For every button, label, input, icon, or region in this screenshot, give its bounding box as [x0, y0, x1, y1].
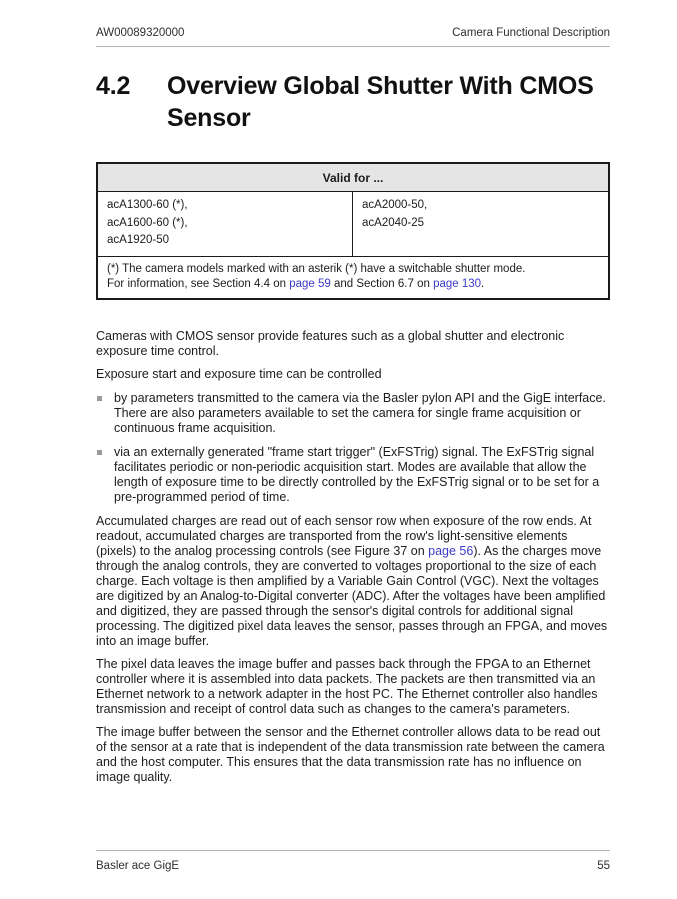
paragraph-text: Accumulated charges are read out of each sensor row when exposure of the row ends. At readout, accumulated charges are transported from the row's light-sensitive elements (pixels) to the analog processing controls (see Figure 37 on — [96, 513, 592, 558]
paragraph-readout — [96, 514, 610, 649]
table-cell-models-left — [98, 192, 353, 256]
page-56-link[interactable]: page 56 — [428, 543, 474, 558]
model-name: acA2000-50, — [362, 199, 428, 211]
header-chapter-title: Camera Functional Description — [452, 27, 610, 39]
page-59-link[interactable]: page 59 — [289, 277, 331, 290]
footnote-line-1: (*) The camera models marked with an asterik (*) have a switchable shutter mode. — [107, 262, 526, 275]
valid-for-table — [96, 162, 610, 300]
table-header-cell: Valid for ... — [98, 164, 608, 192]
paragraph-exposure-lead: Exposure start and exposure time can be controlled — [96, 366, 382, 381]
section-number: 4.2 — [96, 72, 131, 100]
bullet-square-icon — [97, 450, 102, 455]
table-cell-models-right — [353, 192, 608, 256]
list-item-text: via an externally generated "frame start trigger" (ExFSTrig) signal. The ExFSTrig signal facilitates periodic or non-periodic acquisition start. Modes are available that allow the length of exposure time to be directly controlled by the ExFSTrig signal or to be set for a pre-programmed period of time. — [114, 444, 600, 504]
model-name: acA1300-60 (*), — [107, 199, 188, 211]
table-body-row — [98, 192, 608, 256]
bullet-square-icon — [97, 396, 102, 401]
paragraph-text: ). As the charges move through the analog controls, they are converted to voltages proportional to the size of each charge. Each voltage is then amplified by a Variable Gain Control (VGC). Next the voltages are digitized by an Analog-to-Digital converter (ADC). After the voltages have been amplified and digitized, they are passed through the sensor's digital controls for additional signal processing. The digitized pixel data leaves the sensor, passes through an FPGA, and moves into an image buffer. — [96, 543, 608, 648]
model-name: acA1920-50 — [107, 234, 170, 246]
page-130-link[interactable]: page 130 — [433, 277, 482, 290]
footer-page-number: 55 — [597, 860, 610, 872]
exposure-control-list — [96, 391, 610, 505]
doc-number: AW00089320000 — [96, 27, 185, 39]
list-item — [96, 391, 610, 436]
body-copy — [96, 329, 610, 785]
model-name: acA1600-60 (*), — [107, 216, 188, 229]
model-name: acA2040-25 — [362, 216, 425, 229]
paragraph-intro: Cameras with CMOS sensor provide features such as a global shutter and electronic exposure time control. — [96, 328, 565, 358]
footnote-line-2 — [107, 277, 599, 292]
footnote-text: and Section 6.7 on — [330, 277, 434, 290]
footnote-text: For information, see Section 4.4 on — [107, 277, 290, 290]
page-header — [96, 27, 610, 47]
paragraph-ethernet: The pixel data leaves the image buffer and passes back through the FPGA to an Ethernet controller where it is assembled into data packets. The packets are then transmitted via an Ethernet network to a network adapter in the host PC. The Ethernet controller also handles transmission and receipt of control data such as changes to the camera's parameters. — [96, 656, 598, 716]
list-item-text: by parameters transmitted to the camera via the Basler pylon API and the GigE interface. There are also parameters available to set the camera for single frame acquisition or continuous frame acquisition. — [114, 390, 606, 435]
footnote-text: . — [481, 277, 485, 290]
paragraph-image-buffer: The image buffer between the sensor and the Ethernet controller allows data to be read out of the sensor at a rate that is independent of the data transmission rate between the camera and the host computer. This ensures that the data transmission rate has no influence on image quality. — [96, 724, 605, 784]
section-title — [96, 70, 610, 134]
section-heading-text: Overview Global Shutter With CMOS Sensor — [167, 72, 594, 132]
page-footer — [96, 850, 610, 872]
table-footnote — [98, 256, 608, 298]
footer-doc-title: Basler ace GigE — [96, 860, 180, 872]
list-item — [96, 445, 610, 505]
